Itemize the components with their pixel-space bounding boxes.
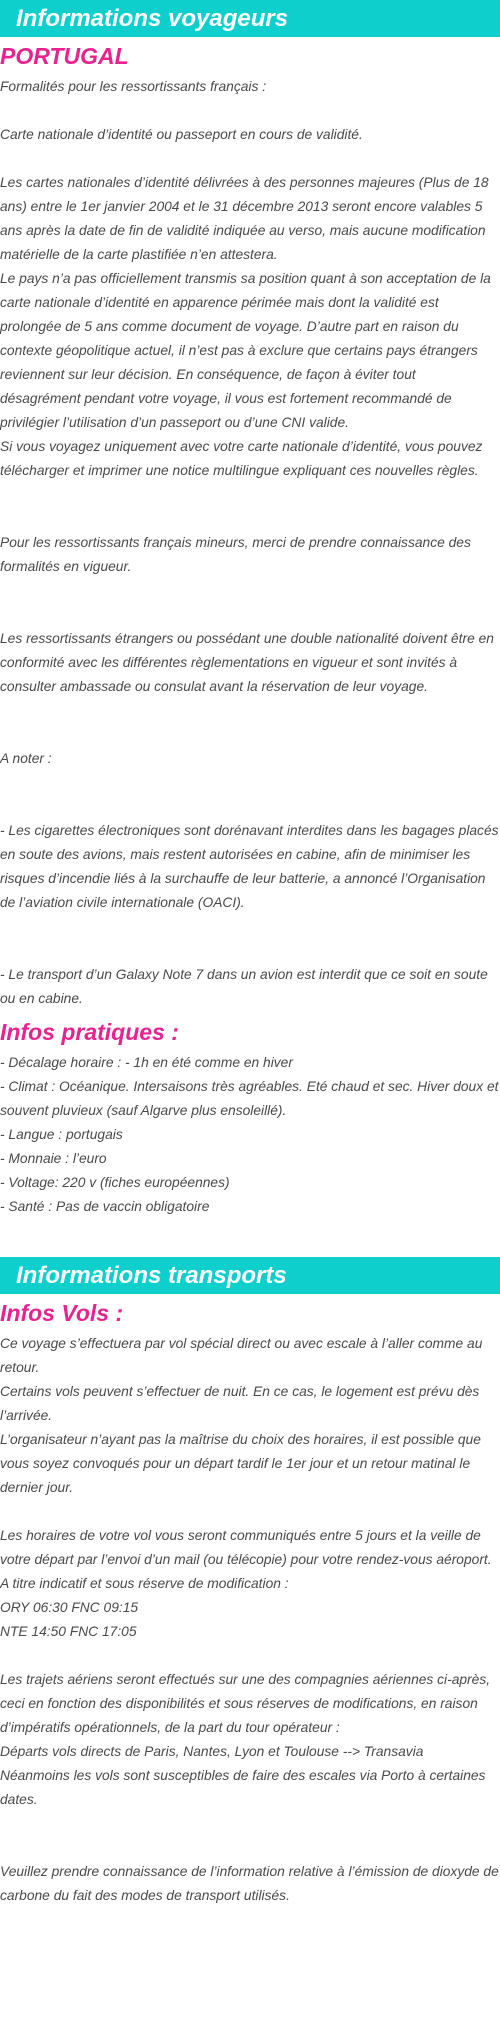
escales-text: Néanmoins les vols sont susceptibles de faire des escales via Porto à certaines dates. (0, 1768, 486, 1807)
list-item: - Monnaie : l’euro (0, 1151, 107, 1166)
foreigners-text: Les ressortissants étrangers ou possédant une double nationalité doivent être en conformité avec les différentes règlementations en vigueur et sont invités à consulter ambassade ou consulat avant la réservation de leur voyage. (0, 631, 494, 694)
galaxy-note-text: - Le transport d’un Galaxy Note 7 dans un avion est interdit que ce soit en soute ou en cabine. (0, 967, 488, 1006)
compagnies-text: Les trajets aériens seront effectués sur une des compagnies aériennes ci-après, ceci en fonction des disponibilités et sous réserves de modifications, en raison d’impératifs opérationnels, de la part du tour opérateur : (0, 1672, 491, 1735)
list-item: - Voltage: 220 v (fiches européennes) (0, 1175, 230, 1190)
horaires-maitrise-text: L’organisateur n’ayant pas la maîtrise du choix des horaires, il est possible que vous soyez convoqués pour un départ tardif le 1er jour et un retour matinal le dernier jour. (0, 1432, 481, 1495)
vol-direct-text: Ce voyage s’effectuera par vol spécial direct ou avec escale à l’aller comme au retour. (0, 1336, 483, 1375)
titre-indicatif-text: A titre indicatif et sous réserve de modification : (0, 1576, 289, 1591)
list-item: - Décalage horaire : - 1h en été comme en hiver (0, 1055, 293, 1070)
id-requirement: Carte nationale d’identité ou passeport en cours de validité. (0, 127, 363, 142)
cni-position-text: Le pays n’a pas officiellement transmis sa position quant à son acceptation de la carte nationale d’identité en apparence périmée mais dont la validité est prolongée de 5 ans comme document de voyage. D’autre part en raison du contexte géopolitique actuel, il n’est pas à exclure que certains pays étrangers reviennent sur leur décision. En conséquence, de façon à éviter tout désagrément pendant votre voyage, il vous est fortement recommandé de privilégier l’utilisation d’un passeport ou d’une CNI valide. (0, 271, 491, 430)
formalites-intro: Formalités pour les ressortissants français : (0, 79, 267, 94)
list-item: - Langue : portugais (0, 1127, 123, 1142)
section-header-voyageurs: Informations voyageurs (0, 0, 500, 37)
infos-pratiques-title: Infos pratiques : (0, 1019, 179, 1045)
list-item: - Climat : Océanique. Intersaisons très agréables. Eté chaud et sec. Hiver doux et souvent pluvieux (sauf Algarve plus ensoleillé). (0, 1079, 499, 1118)
departs-text: Départs vols directs de Paris, Nantes, Lyon et Toulouse --> Transavia (0, 1744, 424, 1759)
list-item: - Santé : Pas de vaccin obligatoire (0, 1199, 210, 1214)
horaires-communication-text: Les horaires de votre vol vous seront communiqués entre 5 jours et la veille de votre départ par l’envoi d’un mail (ou télécopie) pour votre rendez-vous aéroport. (0, 1528, 492, 1567)
flight-ory: ORY 06:30 FNC 09:15 (0, 1600, 139, 1615)
infos-pratiques-list (0, 1051, 500, 1219)
infos-vols-title: Infos Vols : (0, 1300, 124, 1326)
cni-notice-text: Si vous voyagez uniquement avec votre carte nationale d’identité, vous pouvez télécharger et imprimer une notice multilingue expliquant ces nouvelles règles. (0, 439, 483, 478)
country-title: PORTUGAL (0, 43, 129, 69)
vol-nuit-text: Certains vols peuvent s’effectuer de nuit. En ce cas, le logement est prévu dès l’arrivée. (0, 1384, 480, 1423)
note-label: A noter : (0, 751, 52, 766)
e-cigarette-text: - Les cigarettes électroniques sont dorénavant interdites dans les bagages placés en soute des avions, mais restent autorisées en cabine, afin de minimiser les risques d’incendie liés à la surchauffe de leur batterie, a annoncé l’Organisation de l’aviation civile internationale (OACI). (0, 823, 499, 910)
flight-nte: NTE 14:50 FNC 17:05 (0, 1624, 137, 1639)
section-header-transports: Informations transports (0, 1257, 500, 1294)
co2-text: Veuillez prendre connaissance de l’information relative à l’émission de dioxyde de carbone du fait des modes de transport utilisés. (0, 1864, 499, 1903)
minors-text: Pour les ressortissants français mineurs, merci de prendre connaissance des formalités en vigueur. (0, 535, 471, 574)
cni-validity-text: Les cartes nationales d’identité délivrées à des personnes majeures (Plus de 18 ans) entre le 1er janvier 2004 et le 31 décembre 2013 seront encore valables 5 ans après la date de fin de validité indiquée au verso, mais aucune modification matérielle de la carte plastifiée n’en attestera. (0, 175, 489, 262)
